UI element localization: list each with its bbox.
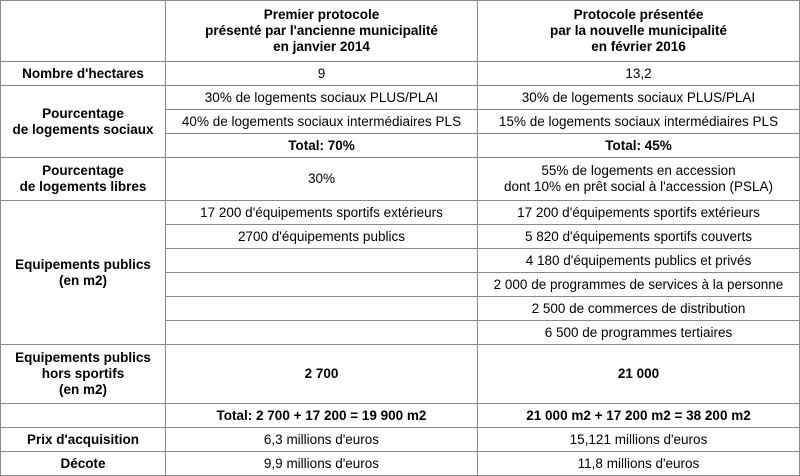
- label-hors-line3: (en m2): [58, 382, 107, 397]
- label-social-line2: de logements sociaux: [12, 121, 154, 137]
- equip-first-1: 17 200 d'équipements sportifs extérieurs: [166, 201, 478, 225]
- row-decote: [1, 452, 800, 476]
- label-prix: Prix d'acquisition: [1, 428, 166, 452]
- label-decote: Décote: [1, 452, 166, 476]
- social-first-1: 30% de logements sociaux PLUS/PLAI: [166, 86, 478, 110]
- row-libres: [1, 158, 800, 201]
- row-equip-1: [1, 201, 800, 225]
- label-equip-line2: (en m2): [58, 272, 107, 288]
- equip-first-2: 2700 d'équipements publics: [166, 225, 478, 249]
- equip-new-5: 2 500 de commerces de distribution: [478, 297, 800, 321]
- header-new-line1: Protocole présentée: [573, 7, 704, 22]
- label-libres-line2: de logements libres: [19, 179, 147, 194]
- equip-first-5: [166, 297, 478, 321]
- label-social-line1: Pourcentage: [42, 105, 124, 121]
- libres-new: [478, 158, 800, 201]
- equip-new-3: 4 180 d'équipements publics et privés: [478, 249, 800, 273]
- header-first-protocol: [166, 1, 478, 62]
- row-hectares: [1, 62, 800, 86]
- total-equip-empty: [1, 404, 166, 428]
- social-total-new: Total: 45%: [478, 134, 800, 158]
- row-total-equip: [1, 404, 800, 428]
- label-equip-line1: Equipements publics: [15, 256, 151, 272]
- header-new-line3: en février 2016: [591, 39, 686, 54]
- social-new-1: 30% de logements sociaux PLUS/PLAI: [478, 86, 800, 110]
- equip-new-4: 2 000 de programmes de services à la personne: [478, 273, 800, 297]
- equip-new-2: 5 820 d'équipements sportifs couverts: [478, 225, 800, 249]
- label-equipements: [1, 201, 166, 345]
- header-new-protocol: [478, 1, 800, 62]
- decote-first: 9,9 millions d'euros: [166, 452, 478, 476]
- libres-first: 30%: [166, 158, 478, 201]
- social-first-2: 40% de logements sociaux intermédiaires PLS: [166, 110, 478, 134]
- social-total-first: Total: 70%: [166, 134, 478, 158]
- header-new-line2: par la nouvelle municipalité: [549, 23, 728, 38]
- header-row: [1, 1, 800, 62]
- equip-new-1: 17 200 d'équipements sportifs extérieurs: [478, 201, 800, 225]
- total-equip-first: Total: 2 700 + 17 200 = 19 900 m2: [166, 404, 478, 428]
- hors-sportifs-first: 2 700: [166, 345, 478, 404]
- label-social: [1, 86, 166, 158]
- label-hors-line1: Equipements publics: [15, 350, 151, 365]
- label-hectares: Nombre d'hectares: [1, 62, 166, 86]
- total-equip-new: 21 000 m2 + 17 200 m2 = 38 200 m2: [478, 404, 800, 428]
- prix-first: 6,3 millions d'euros: [166, 428, 478, 452]
- row-social-1: [1, 86, 800, 110]
- label-libres: [1, 158, 166, 201]
- header-first-line3: en janvier 2014: [273, 39, 370, 54]
- empty-corner-cell: [1, 1, 166, 62]
- libres-new-line1: 55% de logements en accession: [541, 163, 736, 178]
- equip-first-6: [166, 321, 478, 345]
- hors-sportifs-new: 21 000: [478, 345, 800, 404]
- libres-new-line2: dont 10% en prêt social à l'accession (PSLA): [504, 179, 773, 194]
- header-first-line1: Premier protocole: [263, 7, 380, 22]
- equip-first-3: [166, 249, 478, 273]
- decote-new: 11,8 millions d'euros: [478, 452, 800, 476]
- label-hors-line2: hors sportifs: [41, 366, 125, 381]
- label-hors-sportifs: [1, 345, 166, 404]
- row-prix: [1, 428, 800, 452]
- hectares-new: 13,2: [478, 62, 800, 86]
- equip-first-4: [166, 273, 478, 297]
- equip-new-6: 6 500 de programmes tertiaires: [478, 321, 800, 345]
- hectares-first: 9: [166, 62, 478, 86]
- social-new-2: 15% de logements sociaux intermédiaires PLS: [478, 110, 800, 134]
- prix-new: 15,121 millions d'euros: [478, 428, 800, 452]
- row-hors-sportifs: [1, 345, 800, 404]
- label-libres-line1: Pourcentage: [42, 163, 124, 178]
- header-first-line2: présenté par l'ancienne municipalité: [205, 23, 438, 38]
